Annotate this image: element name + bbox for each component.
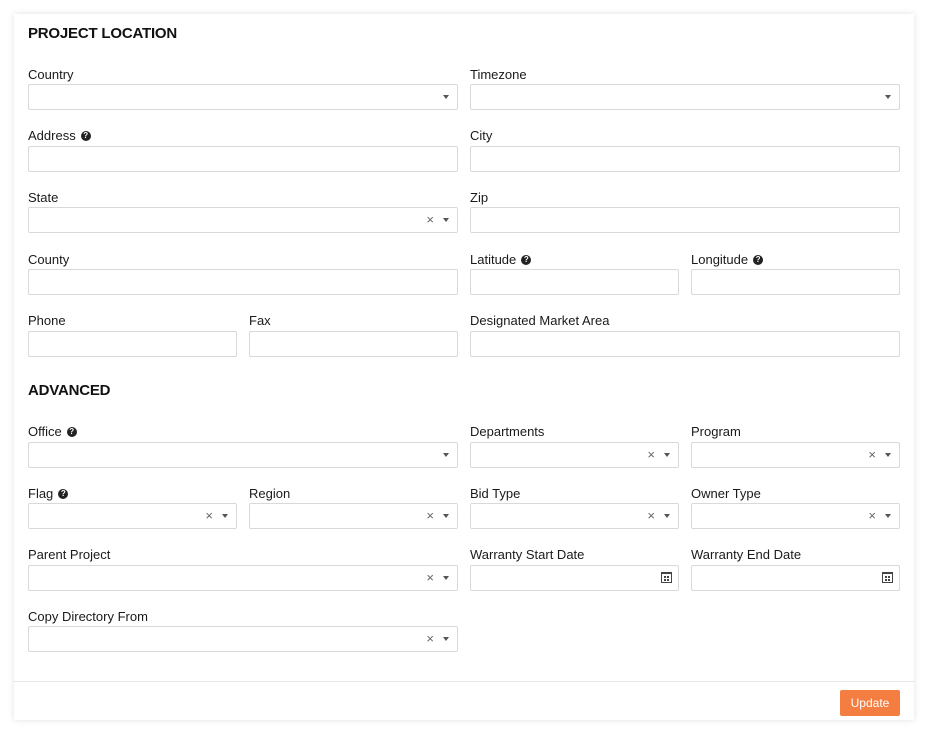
timezone-label-text: Timezone bbox=[470, 67, 527, 82]
designated-market-area-input-field[interactable] bbox=[471, 332, 899, 356]
address-input-field[interactable] bbox=[29, 147, 457, 171]
chevron-down-icon[interactable] bbox=[885, 514, 891, 518]
phone-label-text: Phone bbox=[28, 313, 66, 328]
state-select[interactable] bbox=[28, 207, 458, 233]
office-label bbox=[28, 424, 77, 439]
chevron-down-icon[interactable] bbox=[222, 514, 228, 518]
fax-input-field[interactable] bbox=[250, 332, 457, 356]
project-settings-panel bbox=[14, 14, 914, 720]
warranty-start-date-label-text: Warranty Start Date bbox=[470, 547, 585, 562]
city-input-field[interactable] bbox=[471, 147, 899, 171]
country-select[interactable] bbox=[28, 84, 458, 110]
question-circle-icon[interactable]: ? bbox=[81, 131, 91, 141]
chevron-down-icon[interactable] bbox=[885, 453, 891, 457]
region-select[interactable] bbox=[249, 503, 458, 529]
warranty-end-date-input[interactable] bbox=[691, 565, 900, 591]
latitude-input-field[interactable] bbox=[471, 270, 678, 294]
program-label-text: Program bbox=[691, 424, 741, 439]
city-label-text: City bbox=[470, 128, 493, 143]
latitude-label-text: Latitude bbox=[470, 252, 517, 267]
longitude-label bbox=[691, 252, 763, 267]
longitude-input[interactable] bbox=[691, 269, 900, 295]
chevron-down-icon[interactable] bbox=[443, 637, 449, 641]
close-icon[interactable]: × bbox=[426, 508, 434, 523]
close-icon[interactable]: × bbox=[426, 631, 434, 646]
copy-directory-from-label bbox=[28, 609, 148, 624]
timezone-select[interactable] bbox=[470, 84, 900, 110]
longitude-label-text: Longitude bbox=[691, 252, 749, 267]
city-label bbox=[470, 128, 492, 143]
program-label bbox=[691, 424, 741, 439]
flag-label bbox=[28, 486, 68, 501]
designated-market-area-label bbox=[470, 313, 609, 328]
designated-market-area-label-text: Designated Market Area bbox=[470, 313, 610, 328]
zip-input[interactable] bbox=[470, 207, 900, 233]
zip-input-field[interactable] bbox=[471, 208, 899, 232]
zip-label bbox=[470, 190, 488, 205]
flag-select[interactable] bbox=[28, 503, 237, 529]
bid-type-label-text: Bid Type bbox=[470, 486, 521, 501]
calendar-icon[interactable] bbox=[882, 572, 893, 583]
fax-input[interactable] bbox=[249, 331, 458, 357]
close-icon[interactable]: × bbox=[426, 212, 434, 227]
close-icon[interactable]: × bbox=[868, 508, 876, 523]
chevron-down-icon[interactable] bbox=[443, 218, 449, 222]
phone-label bbox=[28, 313, 66, 328]
warranty-start-date-label bbox=[470, 547, 584, 562]
program-select[interactable] bbox=[691, 442, 900, 468]
chevron-down-icon[interactable] bbox=[443, 576, 449, 580]
fax-label-text: Fax bbox=[249, 313, 271, 328]
county-label-text: County bbox=[28, 252, 70, 267]
country-label-text: Country bbox=[28, 67, 74, 82]
fax-label bbox=[249, 313, 271, 328]
state-label bbox=[28, 190, 58, 205]
bid-type-select[interactable] bbox=[470, 503, 679, 529]
region-label bbox=[249, 486, 290, 501]
departments-select[interactable] bbox=[470, 442, 679, 468]
warranty-end-date-label bbox=[691, 547, 801, 562]
city-input[interactable] bbox=[470, 146, 900, 172]
address-input[interactable] bbox=[28, 146, 458, 172]
longitude-input-field[interactable] bbox=[692, 270, 899, 294]
departments-label bbox=[470, 424, 544, 439]
warranty-end-date-label-text: Warranty End Date bbox=[691, 547, 802, 562]
owner-type-label bbox=[691, 486, 761, 501]
question-circle-icon[interactable]: ? bbox=[753, 255, 763, 265]
owner-type-select[interactable] bbox=[691, 503, 900, 529]
departments-label-text: Departments bbox=[470, 424, 545, 439]
chevron-down-icon[interactable] bbox=[885, 95, 891, 99]
close-icon[interactable]: × bbox=[647, 447, 655, 462]
latitude-input[interactable] bbox=[470, 269, 679, 295]
close-icon[interactable]: × bbox=[868, 447, 876, 462]
chevron-down-icon[interactable] bbox=[443, 514, 449, 518]
close-icon[interactable]: × bbox=[426, 570, 434, 585]
section-title-project-location: PROJECT LOCATION bbox=[28, 25, 178, 42]
copy-directory-from-select[interactable] bbox=[28, 626, 458, 652]
chevron-down-icon[interactable] bbox=[443, 95, 449, 99]
bid-type-label bbox=[470, 486, 520, 501]
close-icon[interactable]: × bbox=[647, 508, 655, 523]
close-icon[interactable]: × bbox=[205, 508, 213, 523]
warranty-start-date-input[interactable] bbox=[470, 565, 679, 591]
chevron-down-icon[interactable] bbox=[664, 514, 670, 518]
question-circle-icon[interactable]: ? bbox=[58, 489, 68, 499]
chevron-down-icon[interactable] bbox=[664, 453, 670, 457]
copy-directory-from-label-text: Copy Directory From bbox=[28, 609, 148, 624]
zip-label-text: Zip bbox=[470, 190, 489, 205]
address-label bbox=[28, 128, 91, 143]
state-label-text: State bbox=[28, 190, 59, 205]
office-label-text: Office bbox=[28, 424, 62, 439]
parent-project-label-text: Parent Project bbox=[28, 547, 111, 562]
county-label bbox=[28, 252, 69, 267]
chevron-down-icon[interactable] bbox=[443, 453, 449, 457]
designated-market-area-input[interactable] bbox=[470, 331, 900, 357]
county-input[interactable] bbox=[28, 269, 458, 295]
country-label bbox=[28, 67, 74, 82]
address-label-text: Address bbox=[28, 128, 76, 143]
parent-project-select[interactable] bbox=[28, 565, 458, 591]
timezone-label bbox=[470, 67, 527, 82]
flag-label-text: Flag bbox=[28, 486, 54, 501]
question-circle-icon[interactable]: ? bbox=[67, 427, 77, 437]
form-footer bbox=[14, 681, 914, 720]
calendar-icon[interactable] bbox=[661, 572, 672, 583]
county-input-field[interactable] bbox=[29, 270, 457, 294]
latitude-label bbox=[470, 252, 531, 267]
phone-input-field[interactable] bbox=[29, 332, 236, 356]
parent-project-label bbox=[28, 547, 110, 562]
office-select[interactable] bbox=[28, 442, 458, 468]
region-label-text: Region bbox=[249, 486, 291, 501]
question-circle-icon[interactable]: ? bbox=[521, 255, 531, 265]
update-button[interactable]: Update bbox=[840, 690, 900, 716]
owner-type-label-text: Owner Type bbox=[691, 486, 761, 501]
section-title-advanced: ADVANCED bbox=[28, 382, 111, 399]
phone-input[interactable] bbox=[28, 331, 237, 357]
